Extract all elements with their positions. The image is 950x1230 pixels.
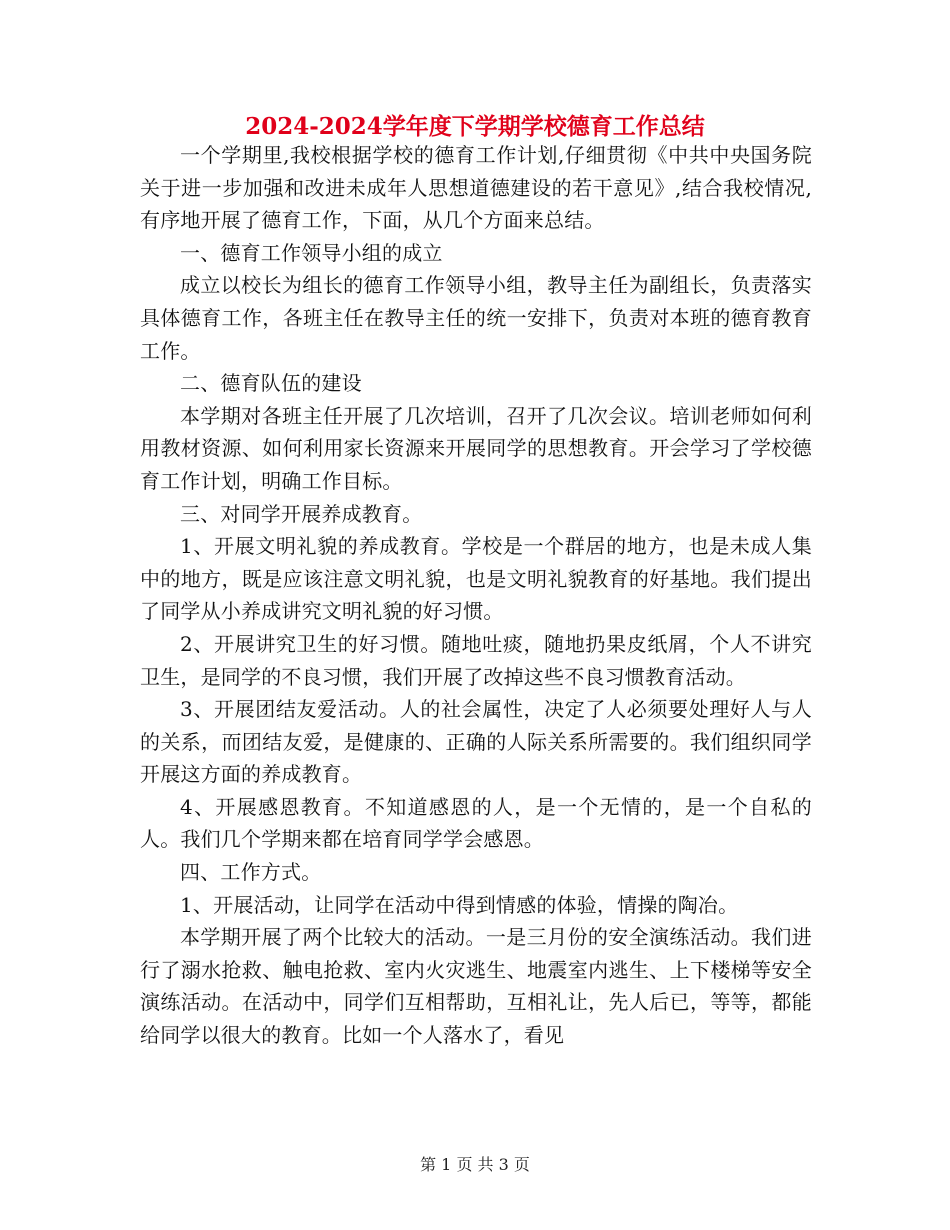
- heading-section-1: 一、德育工作领导小组的成立: [180, 240, 443, 265]
- paragraph-item-3: 3、开展团结友爱活动。人的社会属性，决定了人必须要处理好人与人的关系，而团结友爱，是健康的、正确的人际关系所需要的。我们组织同学开展这方面的养成教育。: [140, 697, 812, 787]
- document-title: 2024-2024学年度下学期学校德育工作总结: [245, 113, 705, 140]
- heading-section-4: 四、工作方式。: [180, 860, 322, 885]
- paragraph-intro: 一个学期里,我校根据学校的德育工作计划,仔细贯彻《中共中央国务院关于进一步加强和改进未成年人思想道德建设的若干意见》,结合我校情况,有序地开展了德育工作，下面，从几个方面来总结。: [140, 143, 812, 233]
- page-number-footer: 第 1 页 共 3 页: [420, 1155, 530, 1174]
- heading-section-3: 三、对同学开展养成教育。: [180, 501, 423, 526]
- paragraph-section-1: 成立以校长为组长的德育工作领导小组，教导主任为副组长，负责落实具体德育工作，各班主任在教导主任的统一安排下，负责对本班的德育教育工作。: [140, 273, 812, 363]
- paragraph-activities: 本学期开展了两个比较大的活动。一是三月份的安全演练活动。我们进行了溺水抢救、触电抢救、室内火灾逃生、地震室内逃生、上下楼梯等安全演练活动。在活动中，同学们互相帮助，互相礼让，先人后已，等等，都能给同学以很大的教育。比如一个人落水了，看见: [140, 925, 812, 1048]
- document-body: [140, 139, 812, 1052]
- paragraph-item-2: 2、开展讲究卫生的好习惯。随地吐痰，随地扔果皮纸屑，个人不讲究卫生，是同学的不良习惯，我们开展了改掉这些不良习惯教育活动。: [140, 631, 812, 689]
- paragraph-item-1: 1、开展文明礼貌的养成教育。学校是一个群居的地方，也是未成人集中的地方，既是应该注意文明礼貌，也是文明礼貌教育的好基地。我们提出了同学从小养成讲究文明礼貌的好习惯。: [140, 534, 812, 624]
- paragraph-item-4: 4、开展感恩教育。不知道感恩的人，是一个无情的，是一个自私的人。我们几个学期来都在培育同学学会感恩。: [140, 794, 812, 852]
- heading-section-2: 二、德育队伍的建设: [180, 371, 362, 396]
- paragraph-section-2: 本学期对各班主任开展了几次培训，召开了几次会议。培训老师如何利用教材资源、如何利用家长资源来开展同学的思想教育。开会学习了学校德育工作计划，明确工作目标。: [140, 403, 812, 493]
- paragraph-method-1: 1、开展活动，让同学在活动中得到情感的体验，情操的陶冶。: [180, 892, 739, 917]
